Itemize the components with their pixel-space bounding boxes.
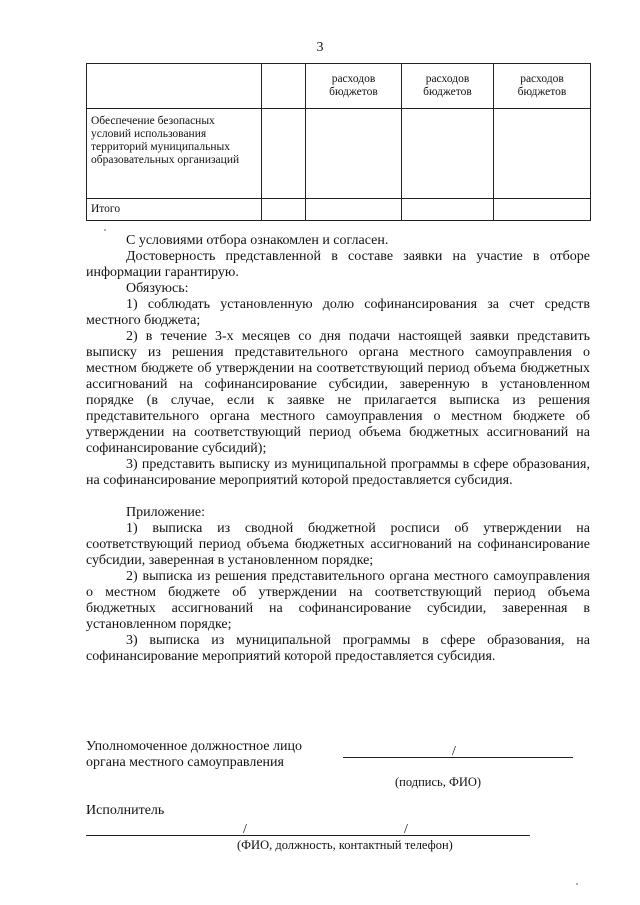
paragraph-guarantee: Достоверность представленной в составе заявки на участие в отборе информации гарантирую. xyxy=(86,249,590,280)
table-row xyxy=(87,109,591,199)
appendix-title: Приложение: xyxy=(126,505,206,520)
executor-slash-1: / xyxy=(243,822,247,837)
header-cell: расходов бюджетов xyxy=(306,64,402,109)
table-cell xyxy=(262,199,306,221)
executor-field-line xyxy=(86,835,530,836)
signature-block xyxy=(86,739,590,771)
appendix-item-3: 3) выписка из муниципальной программы в сфере образования, на софинансирование мероприятий которой предоставляется субсидия. xyxy=(86,633,590,664)
signature-caption: (подпись, ФИО) xyxy=(395,775,482,789)
header-cell xyxy=(87,64,262,109)
table-cell xyxy=(306,199,402,221)
table-cell xyxy=(262,109,306,199)
paragraph-agreement: С условиями отбора ознакомлен и согласен. xyxy=(126,233,389,248)
table-cell xyxy=(402,199,494,221)
row-label-safety: Обеспечение безопасных условий использования территорий муниципальных образовательных организаций xyxy=(87,109,262,199)
table-total-row xyxy=(87,199,591,221)
paragraph-obligations-title: Обязуюсь: xyxy=(126,281,189,296)
executor-caption: (ФИО, должность, контактный телефон) xyxy=(237,838,453,852)
executor-slash-2: / xyxy=(404,822,408,837)
page-number: 3 xyxy=(316,40,324,55)
table-cell xyxy=(402,109,494,199)
signature-field-line xyxy=(343,757,573,758)
executor-label: Исполнитель xyxy=(86,803,165,818)
signature-slash: / xyxy=(452,744,456,759)
appendix-item-1: 1) выписка из сводной бюджетной росписи об утверждении на соответствующий период объема бюджетных ассигнований на софинансирование субсидии, заверенная в установленном порядке; xyxy=(86,521,590,568)
appendix-item-2: 2) выписка из решения представительного органа местного самоуправления о местном бюджете об утверждении на соответствующий период объема бюджетных ассигнований на софинансирование субсидии, заверенная в установленном порядке; xyxy=(86,569,590,632)
paragraph-obligation-2: 2) в течение 3-х месяцев со дня подачи настоящей заявки представить выписку из решения представительного органа местного самоуправления о местном бюджете об утверждении на соответствующий период объема бюджетных ассигнований на софинансирование субсидии, заверенную в установленном порядке (в случае, если к заявке не прилагается выписка из решения представительного органа местного самоуправления о местном бюджете об утверждении на соответствующий период объема бюджетных ассигнований на софинансирование субсидий); xyxy=(86,329,590,456)
table-cell xyxy=(306,109,402,199)
paragraph-obligation-1: 1) соблюдать установленную долю софинансирования за счет средств местного бюджета; xyxy=(86,297,590,328)
header-cell xyxy=(262,64,306,109)
budget-table xyxy=(86,63,591,221)
paragraph-obligation-3: 3) представить выписку из муниципальной программы в сфере образования, на софинансирование мероприятий которой предоставляется субсидия. xyxy=(86,457,590,488)
table-cell xyxy=(494,109,591,199)
signature-line-2: органа местного самоуправления xyxy=(86,755,284,770)
table-cell xyxy=(494,199,591,221)
signature-line-1: Уполномоченное должностное лицо xyxy=(86,739,302,754)
body-text xyxy=(86,233,590,665)
header-cell: расходов бюджетов xyxy=(494,64,591,109)
row-label-total: Итого xyxy=(87,199,262,221)
table-header-row xyxy=(87,64,591,109)
header-cell: расходов бюджетов xyxy=(402,64,494,109)
scan-speck xyxy=(104,229,106,231)
scan-speck xyxy=(576,883,578,885)
